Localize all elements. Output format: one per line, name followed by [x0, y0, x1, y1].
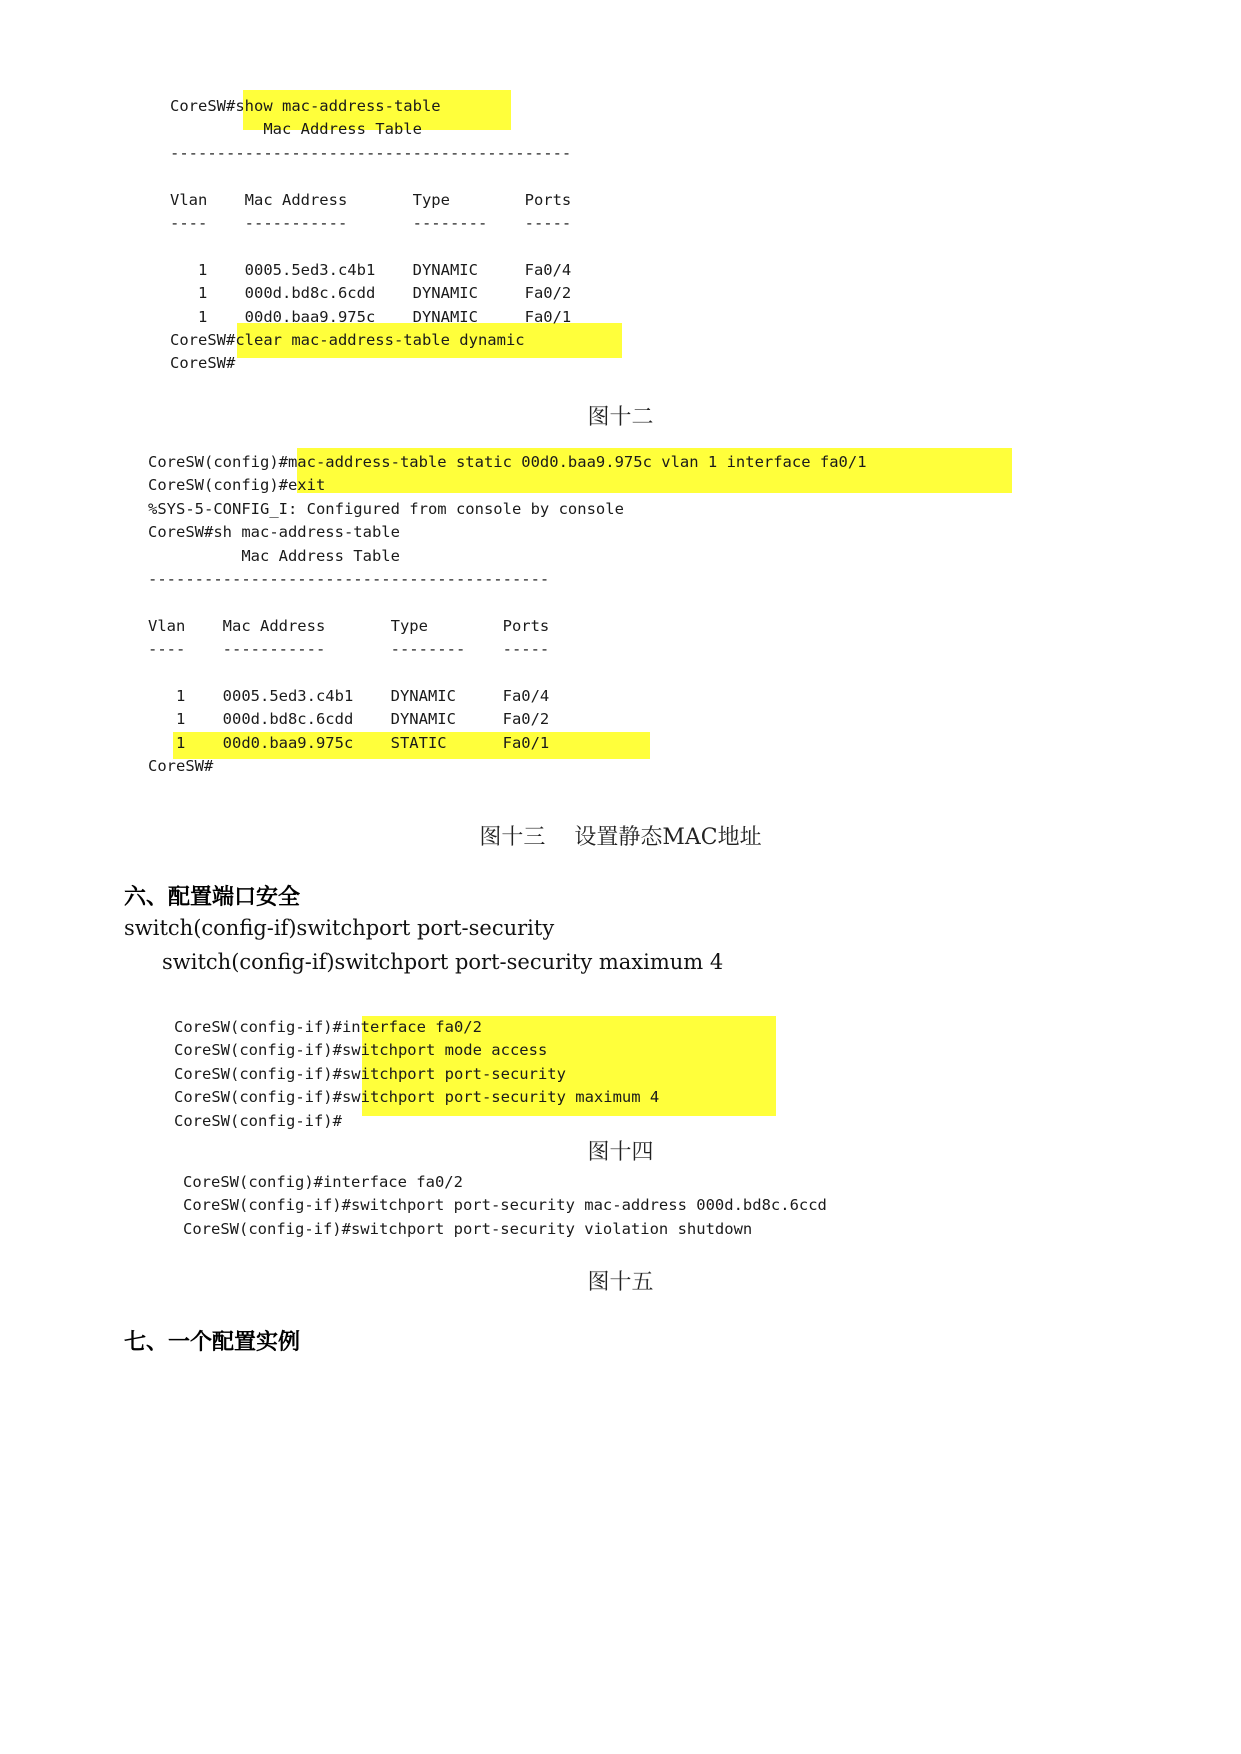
figure14-terminal [174, 1016, 659, 1133]
terminal-line: 1 00d0.baa9.975c STATIC Fa0/1 [148, 733, 550, 752]
figure13-terminal [148, 451, 867, 778]
figure12-terminal [170, 95, 571, 376]
terminal-line: CoreSW# [148, 757, 214, 776]
terminal-line: 1 0005.5ed3.c4b1 DYNAMIC Fa0/4 [170, 260, 572, 279]
section7-heading: 七、一个配置实例 [124, 1330, 301, 1355]
terminal-line: Vlan Mac Address Type Ports [148, 616, 550, 635]
terminal-line: ------------------------------------------- [170, 143, 572, 162]
terminal-line: 1 000d.bd8c.6cdd DYNAMIC Fa0/2 [170, 284, 572, 303]
terminal-line: ------------------------------------------- [148, 569, 550, 588]
terminal-line: CoreSW(config-if)#interface fa0/2 [174, 1018, 482, 1036]
figure13-caption: 图十三 设置静态MAC地址 [479, 825, 762, 850]
figure14-caption: 图十四 [587, 1140, 654, 1165]
terminal-line: ---- ----------- -------- ----- [148, 640, 550, 659]
terminal-line: CoreSW(config-if)#switchport mode access [174, 1041, 548, 1060]
terminal-line: CoreSW(config-if)#switchport port-security [174, 1064, 566, 1083]
terminal-line: CoreSW(config)#mac-address-table static 00d0.baa9.975c vlan 1 interface fa0/1 [148, 453, 867, 471]
terminal-line: 1 00d0.baa9.975c DYNAMIC Fa0/1 [170, 307, 572, 326]
terminal-line: CoreSW#sh mac-address-table [148, 523, 400, 542]
terminal-line: 1 000d.bd8c.6cdd DYNAMIC Fa0/2 [148, 710, 550, 729]
figure15-caption: 图十五 [587, 1270, 654, 1295]
terminal-line: CoreSW(config-if)#switchport port-security maximum 4 [174, 1088, 660, 1107]
terminal-line: CoreSW#clear mac-address-table dynamic [170, 330, 525, 349]
terminal-line: CoreSW(config-if)#switchport port-security mac-address 000d.bd8c.6ccd [183, 1196, 827, 1215]
terminal-line: CoreSW(config-if)#switchport port-security violation shutdown [183, 1219, 753, 1238]
terminal-line: ---- ----------- -------- ----- [170, 213, 572, 232]
terminal-line [148, 591, 867, 614]
port-security-maximum-command: switch(config-if)switchport port-security maximum 4 [162, 950, 724, 974]
figure15-terminal [183, 1171, 827, 1241]
terminal-line: CoreSW#show mac-address-table [170, 97, 441, 115]
terminal-line: Mac Address Table [170, 120, 422, 139]
figure12-caption: 图十二 [587, 405, 654, 430]
terminal-line: CoreSW(config)#exit [148, 476, 326, 495]
terminal-line: Mac Address Table [148, 546, 400, 565]
terminal-line: 1 0005.5ed3.c4b1 DYNAMIC Fa0/4 [148, 686, 550, 705]
terminal-line: CoreSW(config-if)# [174, 1111, 342, 1130]
terminal-line: %SYS-5-CONFIG_I: Configured from console by console [148, 499, 624, 518]
terminal-line: Vlan Mac Address Type Ports [170, 190, 572, 209]
terminal-line [148, 662, 867, 685]
terminal-line [170, 165, 571, 188]
section6-heading: 六、配置端口安全 [124, 885, 301, 910]
terminal-line [170, 235, 571, 258]
port-security-command: switch(config-if)switchport port-security [124, 916, 555, 940]
terminal-line: CoreSW(config)#interface fa0/2 [183, 1173, 463, 1191]
terminal-line: CoreSW# [170, 354, 236, 373]
